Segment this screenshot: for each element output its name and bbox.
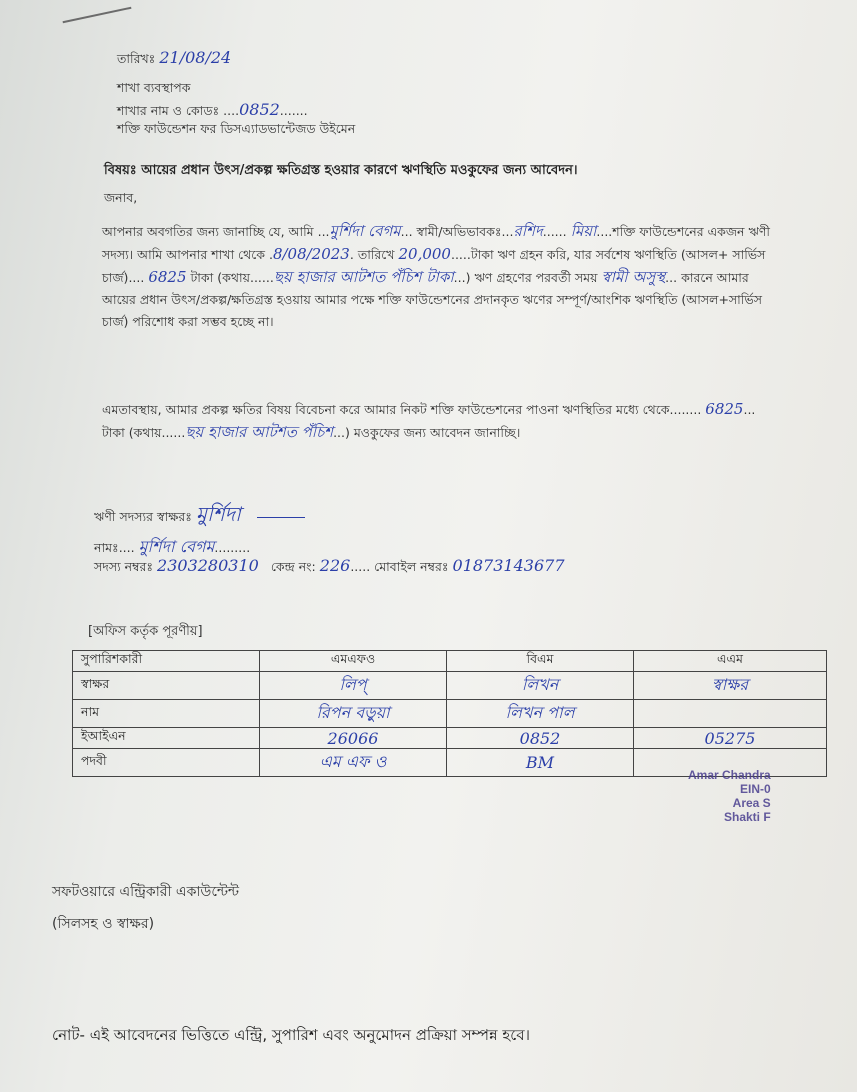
mfo-signature: লিপ্ xyxy=(339,675,367,694)
member-name-line: নামঃ.... মুর্শিদা বেগম......... xyxy=(94,537,251,556)
mfo-name: রিপন বড়ুয়া xyxy=(316,703,390,722)
mfo-ein: 26066 xyxy=(327,728,379,748)
balance-amount: 6825 xyxy=(148,268,187,286)
member-number-line: সদস্য নম্বরঃ 2303280310 কেন্দ্র নং: 226..... মোবাইল নম্বরঃ 01873143677 xyxy=(94,556,565,575)
row-label: নাম xyxy=(73,700,260,728)
member-name: মুর্শিদা বেগম xyxy=(138,537,215,556)
subject: বিষয়ঃ আয়ের প্রধান উৎস/প্রকল্প ক্ষতিগ্রস্ত হওয়ার কারণে ঋণস্থিতি মওকুফের জন্য আবেদন। xyxy=(104,163,578,178)
branch-line: শাখার নাম ও কোডঃ ....0852....... xyxy=(117,100,308,119)
row-label: পদবী xyxy=(73,749,260,777)
am-signature: স্বাক্ষর xyxy=(711,675,749,694)
row-label: ইআইএন xyxy=(73,728,260,749)
date-label: তারিখঃ xyxy=(117,51,156,66)
body-paragraph-2: এমতাবস্থায়, আমার প্রকল্প ক্ষতির বিষয় বিবেচনা করে আমার নিকট শক্তি ফাউন্ডেশনের পাওনা ঋণস্থিতির মধ্যে থেকে........ 6825... টাকা (কথায়......ছয় হাজার আটশত পঁচিশ...) মওকুফের জন্য আবেদন জানাচ্ছি। xyxy=(102,400,756,441)
mobile-number: 01873143677 xyxy=(452,556,565,575)
table-header-row xyxy=(73,651,827,672)
bm-signature: লিখন xyxy=(521,675,559,694)
office-table xyxy=(72,650,827,777)
bm-name: লিখন পাল xyxy=(505,703,575,722)
entry-title: সফটওয়ারে এন্ট্রিকারী একাউন্টেন্ট xyxy=(52,884,239,900)
bm-ein: 0852 xyxy=(519,728,561,748)
official-stamp: Amar Chandra EIN-0 Area S Shakti F xyxy=(688,768,771,824)
waiver-words: ছয় হাজার আটশত পঁচিশ xyxy=(185,423,334,441)
balance-words: ছয় হাজার আটশত পঁচিশ টাকা xyxy=(273,268,454,286)
waiver-amount: 6825 xyxy=(705,400,744,418)
salutation: জনাব, xyxy=(104,190,138,205)
column-header: এএম xyxy=(634,651,827,672)
table-row xyxy=(73,672,827,700)
loan-date: 8/08/2023 xyxy=(272,245,350,263)
guardian-name: রশিদ xyxy=(513,222,543,240)
office-caption: [অফিস কর্তৃক পূরণীয়] xyxy=(88,624,203,639)
recipient: শাখা ব্যবস্থাপক xyxy=(117,80,191,95)
column-header: বিএম xyxy=(447,651,634,672)
pen-scratch xyxy=(63,7,132,24)
member-signature: মুর্শিদা xyxy=(195,502,241,526)
branch-code: 0852 xyxy=(239,100,280,119)
column-header: এমএফও xyxy=(260,651,447,672)
loan-amount: 20,000 xyxy=(398,245,451,263)
applicant-name: মুর্শিদা বেগম xyxy=(329,222,401,240)
date-line xyxy=(117,48,231,71)
bm-designation: BM xyxy=(525,753,555,772)
organization: শক্তি ফাউন্ডেশন ফর ডিসএ্যাডভান্টেজড উইমেন xyxy=(117,121,356,136)
footer-note: নোট- এই আবেদনের ভিত্তিতে এন্ট্রি, সুপারিশ এবং অনুমোদন প্রক্রিয়া সম্পন্ন হবে। xyxy=(52,1026,530,1044)
branch-label: শাখার নাম ও কোডঃ xyxy=(117,103,220,118)
date-value: 21/08/24 xyxy=(159,48,232,67)
table-row xyxy=(73,728,827,749)
entry-subtitle: (সিলসহ ও স্বাক্ষর) xyxy=(52,916,155,932)
column-header: সুপারিশকারী xyxy=(73,651,260,672)
body-paragraph-1: আপনার অবগতির জন্য জানাচ্ছি যে, আমি ...মুর্শিদা বেগম... স্বামী/অভিভাবকঃ...রশিদ...... মিয়া....শক্তি ফাউন্ডেশনের একজন ঋণী সদস্য। আমি আপনার শাখা থেকে .8/08/2023. তারিখে 20,000.....টাকা ঋণ গ্রহন করি, যার সর্বশেষ ঋণস্থিতি (আসল+ সার্ভিস চার্জ).... 6825 টাকা (কথায়......ছয় হাজার আটশত পঁচিশ টাকা...) ঋণ গ্রহণের পরবর্তী সময় স্বামী অসুস্থ... কারনে আমার আয়ের প্রধান উৎস/প্রকল্প/ক্ষতিগ্রস্ত হওয়ায় আমার পক্ষে শক্তি ফাউন্ডেশনের প্রদানকৃত ঋণের সম্পূর্ণ/আংশিক ঋণস্থিতি (আসল+সার্ভিস চার্জ) পরিশোধ করা সম্ভব হচ্ছে না। xyxy=(102,222,770,329)
table-row xyxy=(73,700,827,728)
row-label: স্বাক্ষর xyxy=(73,672,260,700)
member-signature-line: ঋণী সদস্যর স্বাক্ষরঃ মুর্শিদা xyxy=(94,500,305,533)
damage-reason: স্বামী অসুস্থ xyxy=(601,268,666,286)
center-number: 226 xyxy=(319,556,351,575)
am-ein: 05275 xyxy=(704,728,756,748)
member-number: 2303280310 xyxy=(157,556,259,575)
mfo-designation: এম এফ ও xyxy=(319,752,387,771)
